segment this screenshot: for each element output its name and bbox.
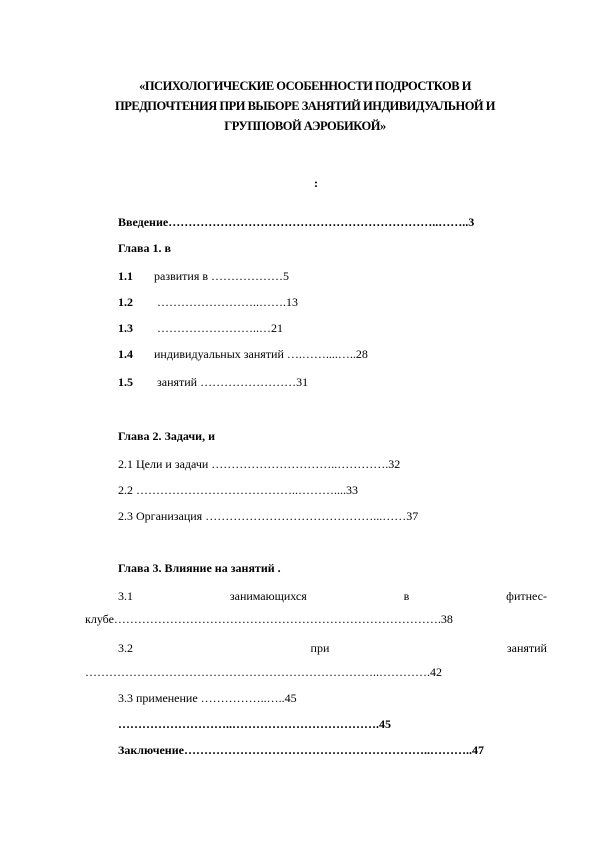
section-number: 3.2 [118, 641, 133, 655]
section-word: фитнес- [506, 589, 547, 603]
section-word: в [403, 589, 410, 603]
toc-unnamed-entry: ………………………..……………………………….45 [118, 717, 391, 731]
document-title [95, 76, 515, 136]
toc-conclusion: Заключение……………………………………………………..………..47 [118, 743, 484, 757]
section-text: ……………………..…….13 [154, 295, 298, 309]
toc-intro: Введение…………………………………………………………..……..3 [118, 215, 475, 229]
section-word: при [310, 641, 330, 655]
toc-heading-colon: : [314, 176, 318, 190]
toc-section-3-2-continuation: ………………………………………………………………..………….42 [85, 665, 442, 679]
section-number: 1.3 [118, 321, 133, 335]
title-line-3: ГРУППОВОЙ АЭРОБИКОЙ» [224, 119, 386, 133]
toc-section-3-1-continuation: клубе……………………………………………………………………….38 [85, 612, 453, 626]
toc-chapter-1: Глава 1. в [118, 241, 171, 255]
section-text: индивидуальных занятий ….……....…..28 [154, 347, 368, 361]
toc-chapter-2: Глава 2. Задачи, и [118, 429, 216, 443]
toc-section-2-3: 2.3 Организация ……………………………………...……37 [118, 509, 419, 523]
toc-section-1-1 [118, 268, 547, 284]
toc-section-1-2 [118, 294, 547, 310]
section-number: 1.2 [118, 295, 133, 309]
section-number: 1.4 [118, 347, 133, 361]
section-text: занятий ……………………31 [154, 375, 309, 389]
section-word: занимающихся [229, 589, 307, 603]
section-text: развития в ………………5 [154, 269, 290, 283]
section-word: занятий [506, 641, 547, 655]
title-line-1: «ПСИХОЛОГИЧЕСКИЕ ОСОБЕННОСТИ ПОДРОСТКОВ И [139, 79, 471, 93]
toc-section-3-3: 3.3 применение ……………..…..45 [118, 691, 297, 705]
section-number: 1.1 [118, 269, 133, 283]
toc-chapter-3: Глава 3. Влияние на занятий . [118, 561, 281, 575]
toc-section-1-4 [118, 346, 547, 362]
toc-section-1-5 [118, 374, 547, 390]
title-line-2: ПРЕДПОЧТЕНИЯ ПРИ ВЫБОРЕ ЗАНЯТИЙ ИНДИВИДУАЛЬНОЙ И [115, 99, 495, 113]
toc-section-2-1: 2.1 Цели и задачи …………………………..………….32 [118, 457, 401, 471]
toc-section-3-1 [118, 588, 547, 604]
section-text: ……………………..…21 [154, 321, 283, 335]
toc-section-1-3 [118, 320, 547, 336]
section-number: 1.5 [118, 375, 133, 389]
toc-section-3-2 [118, 640, 547, 656]
toc-section-2-2: 2.2 …………………………………..………....33 [118, 483, 358, 497]
section-number: 3.1 [118, 589, 133, 603]
